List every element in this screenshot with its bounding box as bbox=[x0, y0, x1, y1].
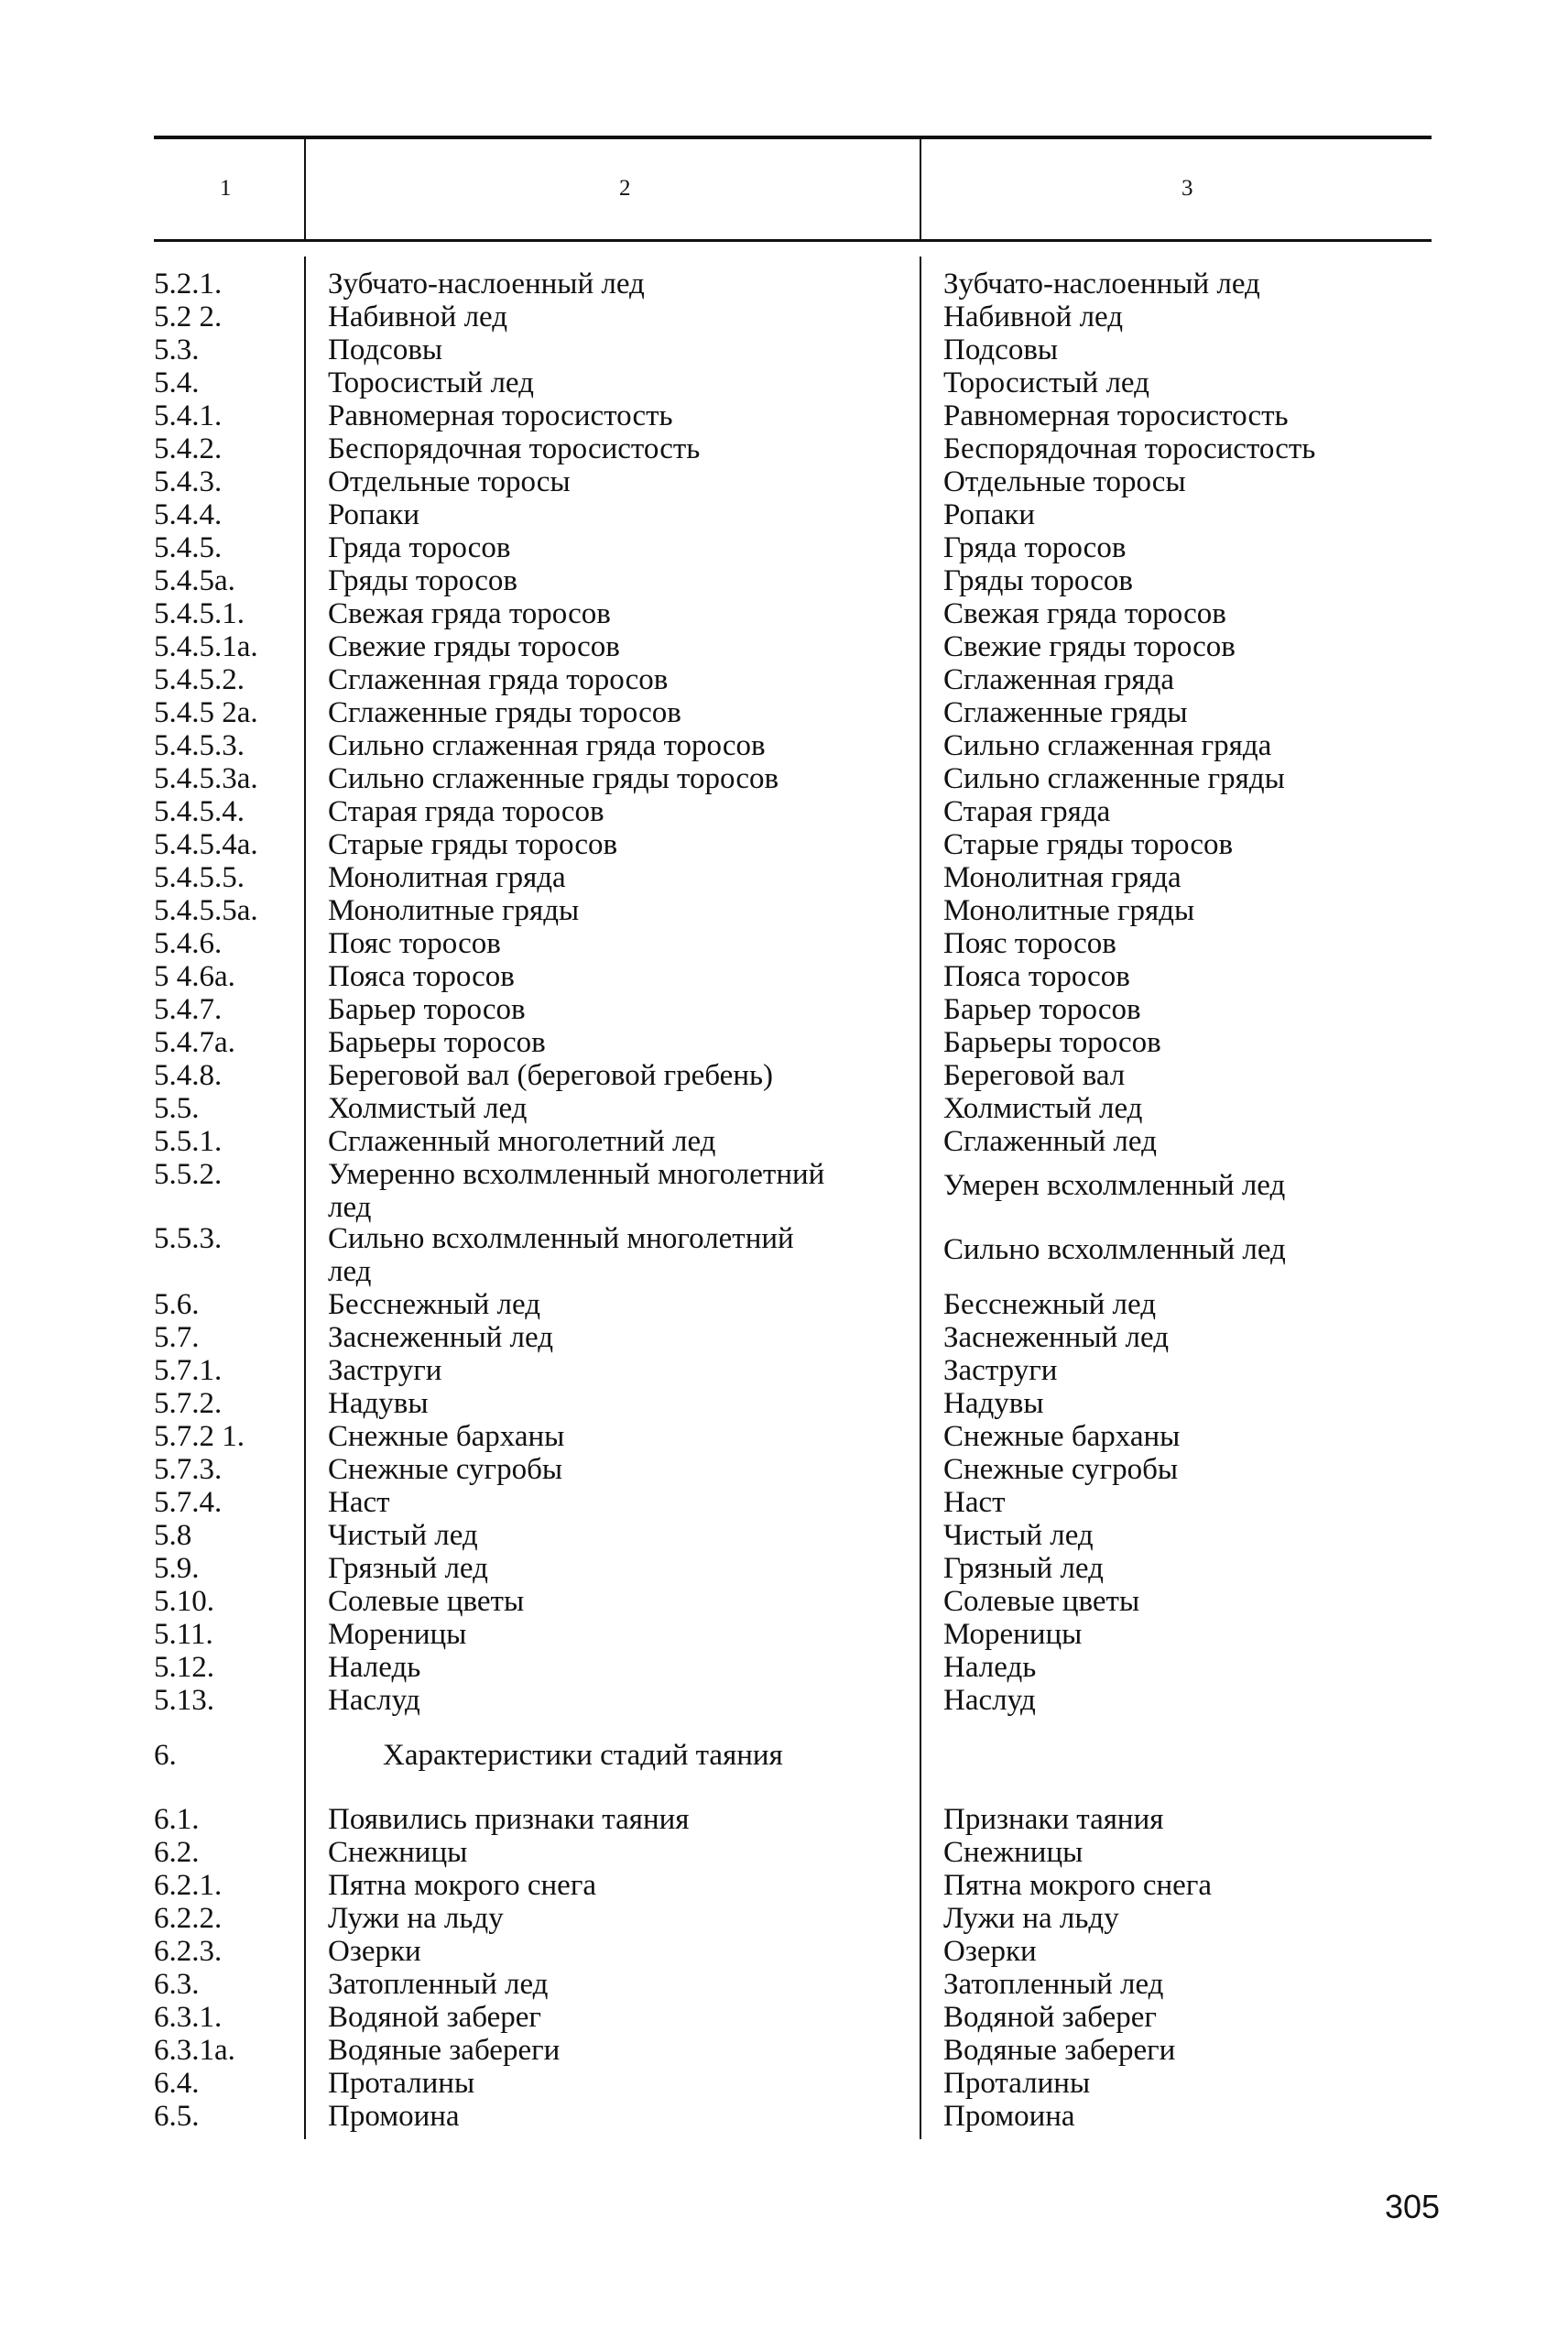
term-russian-short: Пояс торосов bbox=[943, 927, 1116, 960]
term-russian-short: Заструги bbox=[943, 1354, 1058, 1387]
term-russian-short: Зубчато-наслоенный лед bbox=[943, 268, 1260, 300]
row-number: 5.4.5.5а. bbox=[154, 894, 258, 927]
term-russian-original: Гряда торосов bbox=[328, 531, 511, 564]
term-russian-short: Пятна мокрого снега bbox=[943, 1869, 1213, 1902]
term-russian-short: Отдельные торосы bbox=[943, 465, 1186, 498]
term-russian-original: Пояса торосов bbox=[328, 960, 515, 993]
term-russian-original: Свежая гряда торосов bbox=[328, 597, 611, 630]
term-russian-short: Гряда торосов bbox=[943, 531, 1127, 564]
term-russian-original: Озерки bbox=[328, 1935, 421, 1968]
row-number: 5.4.5.2. bbox=[154, 663, 245, 696]
row-number: 6.2.3. bbox=[154, 1935, 223, 1968]
term-russian-original: Отдельные торосы bbox=[328, 465, 571, 498]
term-russian-original: Сглаженные гряды торосов bbox=[328, 696, 681, 729]
term-russian-original: Пояс торосов bbox=[328, 927, 501, 960]
section-title: Характеристики стадий таяния bbox=[383, 1739, 783, 1772]
term-russian-original: Старые гряды торосов bbox=[328, 828, 618, 861]
term-russian-original: Равномерная торосистость bbox=[328, 399, 673, 432]
term-russian-original: Сильно сглаженная гряда торосов bbox=[328, 729, 766, 762]
term-russian-short: Озерки bbox=[943, 1935, 1037, 1968]
term-russian-original: Затопленный лед bbox=[328, 1968, 549, 2001]
row-number: 5 4.6а. bbox=[154, 960, 235, 993]
row-number: 5.2.1. bbox=[154, 268, 223, 300]
term-russian-short: Мореницы bbox=[943, 1618, 1083, 1651]
table-header-rule bbox=[154, 239, 1432, 242]
term-russian-short: Гряды торосов bbox=[943, 564, 1133, 597]
term-russian-original: Снежные барханы bbox=[328, 1420, 565, 1453]
term-russian-short: Сильно сглаженные гряды bbox=[943, 762, 1285, 795]
term-russian-original: Старая гряда торосов bbox=[328, 795, 604, 828]
term-russian-original: Водяной заберег bbox=[328, 2001, 541, 2034]
term-russian-original: Умеренно всхолмленный многолетний bbox=[328, 1158, 825, 1191]
row-number: 5.8 bbox=[154, 1519, 192, 1552]
term-russian-short: Снежницы bbox=[943, 1836, 1083, 1869]
term-russian-original: Чистый лед bbox=[328, 1519, 478, 1552]
row-number: 5.4.6. bbox=[154, 927, 223, 960]
column-divider-1 bbox=[304, 139, 306, 239]
term-russian-original-continued: лед bbox=[328, 1255, 372, 1288]
row-number: 5.4. bbox=[154, 366, 200, 399]
term-russian-short: Набивной лед bbox=[943, 300, 1124, 333]
row-number: 5.4.7. bbox=[154, 993, 223, 1026]
term-russian-original: Зубчато-наслоенный лед bbox=[328, 268, 645, 300]
row-number: 5.4.5.1а. bbox=[154, 630, 258, 663]
term-russian-short: Заснеженный лед bbox=[943, 1321, 1170, 1354]
term-russian-original: Промоина bbox=[328, 2100, 460, 2133]
term-russian-original: Набивной лед bbox=[328, 300, 508, 333]
term-russian-original: Ропаки bbox=[328, 498, 420, 531]
term-russian-short: Равномерная торосистость bbox=[943, 399, 1289, 432]
section-number: 6. bbox=[154, 1739, 177, 1772]
row-number: 5.2 2. bbox=[154, 300, 223, 333]
row-number: 5.4.5.5. bbox=[154, 861, 245, 894]
row-number: 5.5.2. bbox=[154, 1158, 223, 1191]
term-russian-original: Барьеры торосов bbox=[328, 1026, 546, 1059]
row-number: 5.4.2. bbox=[154, 432, 223, 465]
term-russian-original: Снежные сугробы bbox=[328, 1453, 563, 1486]
row-number: 6.2. bbox=[154, 1836, 200, 1869]
row-number: 5.4.1. bbox=[154, 399, 223, 432]
row-number: 6.3.1. bbox=[154, 2001, 223, 2034]
term-russian-short: Умерен всхолмленный лед bbox=[943, 1169, 1286, 1202]
term-russian-short: Проталины bbox=[943, 2067, 1091, 2100]
term-russian-short: Водяной заберег bbox=[943, 2001, 1157, 2034]
row-number: 5.4.5.3а. bbox=[154, 762, 258, 795]
row-number: 5.4.5.1. bbox=[154, 597, 245, 630]
term-russian-short: Беспорядочная торосистость bbox=[943, 432, 1316, 465]
term-russian-original: Торосистый лед bbox=[328, 366, 534, 399]
term-russian-original: Лужи на льду bbox=[328, 1902, 504, 1935]
term-russian-original: Снежницы bbox=[328, 1836, 468, 1869]
row-number: 5.4.5 2а. bbox=[154, 696, 258, 729]
column-divider-1-body bbox=[304, 257, 306, 1965]
column-header-1: 1 bbox=[220, 176, 232, 201]
term-russian-short: Наслуд bbox=[943, 1684, 1036, 1717]
term-russian-short: Лужи на льду bbox=[943, 1902, 1119, 1935]
term-russian-original: Мореницы bbox=[328, 1618, 467, 1651]
row-number: 6.4. bbox=[154, 2067, 200, 2100]
term-russian-short: Признаки таяния bbox=[943, 1803, 1164, 1836]
term-russian-short: Бесснежный лед bbox=[943, 1288, 1157, 1321]
row-number: 5.5. bbox=[154, 1092, 200, 1125]
term-russian-short: Барьеры торосов bbox=[943, 1026, 1161, 1059]
term-russian-original: Сглаженный многолетний лед bbox=[328, 1125, 716, 1158]
row-number: 5.12. bbox=[154, 1651, 214, 1684]
term-russian-original: Проталины bbox=[328, 2067, 475, 2100]
row-number: 5.11. bbox=[154, 1618, 213, 1651]
term-russian-short: Сглаженный лед bbox=[943, 1125, 1157, 1158]
term-russian-original: Наст bbox=[328, 1486, 390, 1519]
term-russian-original: Свежие гряды торосов bbox=[328, 630, 620, 663]
term-russian-short: Сильно всхолмленный лед bbox=[943, 1233, 1286, 1266]
term-russian-original: Гряды торосов bbox=[328, 564, 517, 597]
term-russian-short: Сглаженные гряды bbox=[943, 696, 1188, 729]
term-russian-original: Наслуд bbox=[328, 1684, 420, 1717]
term-russian-short: Ропаки bbox=[943, 498, 1036, 531]
column-divider-2-body bbox=[920, 257, 921, 1965]
column-header-2: 2 bbox=[619, 176, 631, 201]
term-russian-short: Чистый лед bbox=[943, 1519, 1094, 1552]
term-russian-short: Затопленный лед bbox=[943, 1968, 1164, 2001]
term-russian-short: Пояса торосов bbox=[943, 960, 1130, 993]
term-russian-original: Наледь bbox=[328, 1651, 421, 1684]
row-number: 5.5.3. bbox=[154, 1222, 223, 1255]
row-number: 5.4.5.3. bbox=[154, 729, 245, 762]
term-russian-short: Монолитные гряды bbox=[943, 894, 1195, 927]
term-russian-short: Сглаженная гряда bbox=[943, 663, 1175, 696]
term-russian-original: Сильно всхолмленный многолетний bbox=[328, 1222, 794, 1255]
page-number: 305 bbox=[1385, 2188, 1441, 2225]
row-number: 5.4.5а. bbox=[154, 564, 235, 597]
term-russian-original: Водяные забереги bbox=[328, 2034, 561, 2067]
term-russian-original: Сильно сглаженные гряды торосов bbox=[328, 762, 779, 795]
term-russian-original-continued: лед bbox=[328, 1191, 372, 1224]
row-number: 6.3.1а. bbox=[154, 2034, 235, 2067]
column-header-3: 3 bbox=[1181, 176, 1193, 201]
term-russian-short: Подсовы bbox=[943, 333, 1059, 366]
row-number: 5.4.7а. bbox=[154, 1026, 235, 1059]
term-russian-original: Береговой вал (береговой гребень) bbox=[328, 1059, 774, 1092]
row-number: 5.4.3. bbox=[154, 465, 223, 498]
row-number: 6.2.2. bbox=[154, 1902, 223, 1935]
row-number: 6.5. bbox=[154, 2100, 200, 2133]
term-russian-original: Монолитная гряда bbox=[328, 861, 566, 894]
term-russian-original: Пятна мокрого снега bbox=[328, 1869, 597, 1902]
term-russian-original: Появились признаки таяния bbox=[328, 1803, 690, 1836]
term-russian-original: Бесснежный лед bbox=[328, 1288, 541, 1321]
term-russian-short: Холмистый лед bbox=[943, 1092, 1143, 1125]
row-number: 5.7.3. bbox=[154, 1453, 223, 1486]
term-russian-short: Наледь bbox=[943, 1651, 1037, 1684]
term-russian-short: Снежные барханы bbox=[943, 1420, 1181, 1453]
term-russian-original: Холмистый лед bbox=[328, 1092, 528, 1125]
term-russian-short: Береговой вал bbox=[943, 1059, 1126, 1092]
row-number: 5.13. bbox=[154, 1684, 214, 1717]
term-russian-original: Беспорядочная торосистость bbox=[328, 432, 701, 465]
row-number: 5.4.5. bbox=[154, 531, 223, 564]
row-number: 6.1. bbox=[154, 1803, 200, 1836]
row-number: 5.4.8. bbox=[154, 1059, 223, 1092]
row-number: 5.6. bbox=[154, 1288, 200, 1321]
row-number: 6.3. bbox=[154, 1968, 200, 2001]
term-russian-short: Старые гряды торосов bbox=[943, 828, 1234, 861]
row-number: 5.5.1. bbox=[154, 1125, 223, 1158]
term-russian-original: Подсовы bbox=[328, 333, 443, 366]
row-number: 5.4.5.4. bbox=[154, 795, 245, 828]
column-divider-2 bbox=[920, 139, 921, 239]
term-russian-original: Заснеженный лед bbox=[328, 1321, 554, 1354]
row-number: 5.10. bbox=[154, 1585, 214, 1618]
term-russian-original: Грязный лед bbox=[328, 1552, 488, 1585]
term-russian-short: Свежие гряды торосов bbox=[943, 630, 1236, 663]
term-russian-original: Монолитные гряды bbox=[328, 894, 580, 927]
table-top-rule bbox=[154, 136, 1432, 139]
term-russian-original: Барьер торосов bbox=[328, 993, 526, 1026]
term-russian-original: Заструги bbox=[328, 1354, 442, 1387]
term-russian-short: Наст bbox=[943, 1486, 1006, 1519]
column-divider-1-body-lower bbox=[304, 1800, 306, 2139]
term-russian-short: Надувы bbox=[943, 1387, 1044, 1420]
term-russian-short: Торосистый лед bbox=[943, 366, 1149, 399]
row-number: 5.9. bbox=[154, 1552, 200, 1585]
column-divider-2-body-lower bbox=[920, 1800, 921, 2139]
row-number: 6.2.1. bbox=[154, 1869, 223, 1902]
term-russian-short: Грязный лед bbox=[943, 1552, 1104, 1585]
term-russian-original: Сглаженная гряда торосов bbox=[328, 663, 669, 696]
row-number: 5.7.1. bbox=[154, 1354, 223, 1387]
row-number: 5.7.2 1. bbox=[154, 1420, 245, 1453]
term-russian-short: Монолитная гряда bbox=[943, 861, 1181, 894]
term-russian-short: Старая гряда bbox=[943, 795, 1111, 828]
term-russian-short: Водяные забереги bbox=[943, 2034, 1176, 2067]
row-number: 5.7. bbox=[154, 1321, 200, 1354]
term-russian-short: Промоина bbox=[943, 2100, 1075, 2133]
row-number: 5.7.2. bbox=[154, 1387, 223, 1420]
term-russian-short: Солевые цветы bbox=[943, 1585, 1140, 1618]
row-number: 5.3. bbox=[154, 333, 200, 366]
term-russian-short: Сильно сглаженная гряда bbox=[943, 729, 1272, 762]
term-russian-original: Солевые цветы bbox=[328, 1585, 525, 1618]
term-russian-short: Свежая гряда торосов bbox=[943, 597, 1226, 630]
row-number: 5.4.4. bbox=[154, 498, 223, 531]
row-number: 5.4.5.4а. bbox=[154, 828, 258, 861]
term-russian-original: Надувы bbox=[328, 1387, 429, 1420]
term-russian-short: Снежные сугробы bbox=[943, 1453, 1179, 1486]
row-number: 5.7.4. bbox=[154, 1486, 223, 1519]
term-russian-short: Барьер торосов bbox=[943, 993, 1141, 1026]
